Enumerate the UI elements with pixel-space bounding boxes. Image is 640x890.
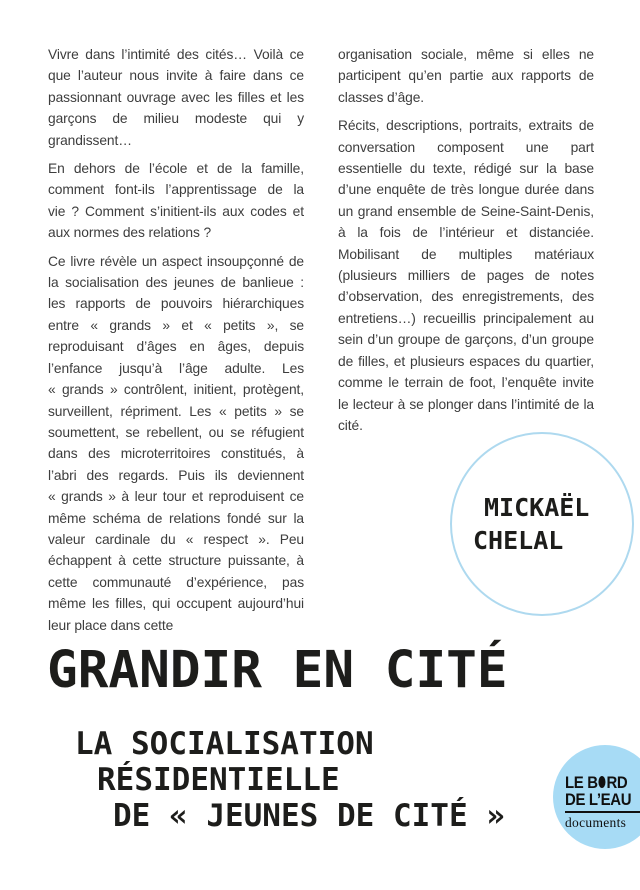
publisher-logo-content xyxy=(565,774,640,831)
author-last-name: CHELAL xyxy=(473,526,564,555)
left-column xyxy=(48,44,304,643)
logo-divider xyxy=(565,811,640,813)
subtitle-line: DE « JEUNES DE CITÉ » xyxy=(113,798,505,834)
publisher-logo xyxy=(553,745,640,849)
subtitle-line: LA SOCIALISATION xyxy=(75,726,374,762)
publisher-collection: documents xyxy=(565,815,627,830)
paragraph: En dehors de l’école et de la famille, comment font-ils l’apprentissage de la vie ? Comment s’initient-ils aux codes et aux normes des relations ? xyxy=(48,161,304,241)
publisher-name-part2: RD xyxy=(606,773,628,792)
publisher-name-line1 xyxy=(565,774,640,791)
author-first-name: MICKAËL xyxy=(484,493,590,522)
paragraph: Vivre dans l’intimité des cités… Voilà ce que l’auteur nous invite à faire dans ce passionnant ouvrage avec les filles et les garçons de milieu modeste qui y grandissent… xyxy=(48,47,304,148)
paragraph: organisation sociale, même si elles ne participent qu’en partie aux rapports de classes d’âge. xyxy=(338,47,594,105)
book-subtitle xyxy=(0,726,505,834)
publisher-name-line2: DE L’EAU xyxy=(565,790,632,809)
book-title: GRANDIR EN CITÉ xyxy=(47,641,508,700)
paragraph: Récits, descriptions, portraits, extraits de conversation composent une part essentielle du texte, rédigé sur la base d’une enquête de très longue durée dans un grand ensemble de Seine-Saint-Denis, à la fois de l’intérieur et distanciée. Mobilisant de multiples matériaux (plusieurs milliers de pages de notes d’observation, des enregistrements, des entretiens…) recueillis principalement au sein d’un groupe de garçons, d’un groupe de filles, et plusieurs espaces du quartier, comme le terrain de foot, l’enquête invite le lecteur à se plonger dans l’intimité de la cité. xyxy=(338,118,594,433)
author-circle xyxy=(450,432,634,616)
filled-o-icon xyxy=(599,776,606,788)
paragraph: Ce livre révèle un aspect insoupçonné de la socialisation des jeunes de banlieue : les rapports de pouvoirs hiérarchiques entre « grands » et « petits », se reproduisant d’âges en âges, depuis l’enfance jusqu’à l’âge adulte. Les « grands » contrôlent, initient, protègent, surveillent, répriment. Les « petits » se soumettent, se rebellent, ou se réfugient dans des microterritoires constitués, à l’abri des regards. Puis ils deviennent « grands » à leur tour et reproduisent ce même schéma de relations fondé sur la valeur cardinale du « respect ». Peu échappent à cette structure puissante, à cette communauté d’expérience, pas même les filles, qui occupent aujourd’hui leur place dans cette xyxy=(48,253,304,633)
subtitle-line: RÉSIDENTIELLE xyxy=(97,762,340,798)
publisher-name-part1: LE B xyxy=(565,773,598,792)
